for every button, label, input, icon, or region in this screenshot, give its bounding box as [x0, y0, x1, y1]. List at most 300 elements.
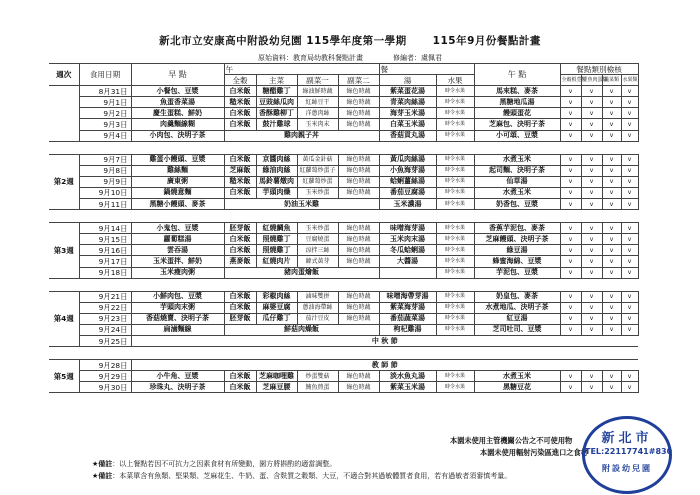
- fruit-cell: 時令水果: [436, 86, 474, 97]
- soup-cell: 白菜玉米湯: [379, 119, 436, 130]
- check-cell: v: [560, 324, 581, 335]
- meal-row: [49, 313, 638, 324]
- afternoon-snack-cell: 黑糖豆花: [474, 382, 560, 393]
- side-dish-2-cell: 綠色時蔬: [338, 382, 379, 393]
- check-cell: v: [621, 245, 638, 256]
- breakfast-cell: 珍珠丸、決明子茶: [131, 382, 224, 393]
- afternoon-snack-cell: 水煮玉米: [474, 187, 560, 198]
- lunch-merged-cell: 豬肉蛋燴飯: [224, 267, 379, 278]
- breakfast-cell: 小鬼包、豆漿: [131, 223, 224, 234]
- check-cell: v: [621, 267, 638, 278]
- week-label: 第5週: [49, 360, 79, 393]
- check-cell: v: [560, 187, 581, 198]
- meal-row: [49, 176, 638, 187]
- meal-row: [49, 108, 638, 119]
- side-dish-1-cell: 涼拌三絲: [297, 245, 338, 256]
- fruit-cell: 時令水果: [436, 234, 474, 245]
- check-cell: v: [581, 165, 602, 176]
- meal-row: [49, 382, 638, 393]
- soup-cell: 香菇貢丸湯: [379, 130, 436, 141]
- afternoon-snack-cell: 水煮玉米: [474, 371, 560, 382]
- check-cell: v: [560, 176, 581, 187]
- check-cell: v: [621, 165, 638, 176]
- grain-cell: 白米飯: [224, 245, 256, 256]
- check-cell: v: [621, 291, 638, 302]
- grain-cell: 芝麻飯: [224, 165, 256, 176]
- afternoon-snack-cell: 紅豆湯: [474, 313, 560, 324]
- soup-cell: 紫菜蛋花湯: [379, 86, 436, 97]
- grain-cell: 白米飯: [224, 371, 256, 382]
- grain-cell: 白米飯: [224, 86, 256, 97]
- holiday-cell: 中 秋 節: [131, 335, 638, 346]
- meal-row: [49, 223, 638, 234]
- breakfast-cell: 小鮮肉包、豆漿: [131, 291, 224, 302]
- fruit-cell: 時令水果: [436, 199, 474, 210]
- separator-cell: [49, 347, 638, 360]
- grain-cell: 白米飯: [224, 154, 256, 165]
- soup-cell: 味噌海芽湯: [379, 223, 436, 234]
- fruit-cell: 時令水果: [436, 97, 474, 108]
- check-cell: v: [602, 199, 621, 210]
- main-dish-cell: 京醬肉絲: [256, 154, 297, 165]
- fruit-cell: 時令水果: [436, 291, 474, 302]
- afternoon-snack-cell: 水煮玉米: [474, 154, 560, 165]
- date-cell: 9月8日: [79, 165, 131, 176]
- week-separator: [49, 347, 638, 360]
- meal-row: [49, 267, 638, 278]
- check-cell: v: [560, 223, 581, 234]
- check-cell: v: [621, 302, 638, 313]
- check-cell: v: [602, 176, 621, 187]
- check-cell: v: [621, 130, 638, 141]
- check-cell: v: [621, 371, 638, 382]
- soup-cell: 紫菜海芽湯: [379, 302, 436, 313]
- header-date: 食用日期: [79, 64, 131, 86]
- soup-cell: 番茄豆腐湯: [379, 187, 436, 198]
- lunch-merged-cell: 鮮菇肉燥飯: [224, 324, 379, 335]
- check-cell: v: [581, 154, 602, 165]
- soup-cell: 玉米濃湯: [379, 199, 436, 210]
- check-cell: v: [621, 97, 638, 108]
- check-cell: v: [560, 256, 581, 267]
- meal-row: [49, 256, 638, 267]
- breakfast-cell: 魚蛋香菜湯: [131, 97, 224, 108]
- check-cell: v: [581, 371, 602, 382]
- check-cell: v: [602, 130, 621, 141]
- grain-cell: 白米飯: [224, 382, 256, 393]
- fruit-cell: 時令水果: [436, 187, 474, 198]
- soup-cell: 冬瓜蛤蜊湯: [379, 245, 436, 256]
- page-subtitle: [0, 53, 700, 63]
- soup-cell: 淡水魚丸湯: [379, 371, 436, 382]
- side-dish-1-cell: 炒蛋雙菇: [297, 371, 338, 382]
- main-dish-cell: 照燒雞丁: [256, 234, 297, 245]
- side-dish-1-cell: 茄汁豆皮: [297, 313, 338, 324]
- meal-row: [49, 97, 638, 108]
- afternoon-snack-cell: 馬來糕、麥茶: [474, 86, 560, 97]
- note-1: [92, 459, 336, 469]
- stamp-line-2: TEL:22117741#830: [585, 447, 673, 456]
- soup-cell: 小魚海芽湯: [379, 165, 436, 176]
- fruit-cell: 時令水果: [436, 154, 474, 165]
- check-cell: v: [602, 97, 621, 108]
- check-cell: v: [621, 223, 638, 234]
- header-main: 主菜: [256, 75, 297, 86]
- fruit-cell: 時令水果: [436, 130, 474, 141]
- side-dish-2-cell: 綠色時蔬: [338, 234, 379, 245]
- breakfast-cell: 小牛角、豆漿: [131, 371, 224, 382]
- date-cell: 9月10日: [79, 187, 131, 198]
- meal-row: [49, 360, 638, 371]
- check-cell: v: [581, 256, 602, 267]
- check-cell: v: [602, 382, 621, 393]
- fruit-cell: 時令水果: [436, 324, 474, 335]
- check-cell: v: [560, 97, 581, 108]
- breakfast-cell: 雞蛋小饅頭、豆漿: [131, 154, 224, 165]
- source-text: 原始資料：教育局幼教科餐點計畫: [258, 54, 363, 62]
- check-cell: v: [560, 119, 581, 130]
- note-1-mark: ★備註: [92, 460, 113, 468]
- date-cell: 9月17日: [79, 256, 131, 267]
- note-2-text: ：本菜單含有魚類、堅果類、芝麻花生、牛奶、蛋、含麩質之穀類、大豆，不適合對其過敏體質者食用，若有過敏者須審慎考量。: [112, 472, 512, 480]
- separator-cell: [49, 141, 638, 154]
- breakfast-cell: 小餐包、豆漿: [131, 86, 224, 97]
- meal-row: [49, 187, 638, 198]
- date-cell: 8月31日: [79, 86, 131, 97]
- header-check-veg: 蔬菜類: [602, 75, 621, 86]
- note-1-text: ：以上餐點若因不可抗力之因素食材有所變動，園方將斟酌的適當調整。: [112, 460, 337, 468]
- breakfast-cell: 蘿蔔糕湯: [131, 234, 224, 245]
- meal-row: [49, 154, 638, 165]
- fruit-cell: 時令水果: [436, 302, 474, 313]
- grain-cell: 胚芽飯: [224, 223, 256, 234]
- header-afternoon: 午 點: [474, 64, 560, 86]
- check-cell: v: [602, 371, 621, 382]
- header-lunch-b: 餐: [379, 64, 474, 75]
- afternoon-snack-cell: 香蕉芋泥包、麥茶: [474, 223, 560, 234]
- soup-cell: 枸杞雞湯: [379, 324, 436, 335]
- header-row-1: [49, 64, 638, 75]
- breakfast-cell: 廣東粥: [131, 176, 224, 187]
- separator-cell: [49, 278, 638, 291]
- check-cell: v: [581, 187, 602, 198]
- breakfast-cell: 黑糖小饅頭、麥茶: [131, 199, 224, 210]
- side-dish-1-cell: 玉米肉末: [297, 119, 338, 130]
- header-fruit: 水果: [436, 75, 474, 86]
- main-dish-cell: 紅燒肉片: [256, 256, 297, 267]
- check-cell: v: [560, 313, 581, 324]
- date-cell: 9月11日: [79, 199, 131, 210]
- check-cell: v: [581, 313, 602, 324]
- side-dish-1-cell: 黃瓜金針菇: [297, 154, 338, 165]
- side-dish-1-cell: 豆腐燒蛋: [297, 234, 338, 245]
- header-soup: 湯: [379, 75, 436, 86]
- check-cell: v: [560, 234, 581, 245]
- check-cell: v: [602, 165, 621, 176]
- check-cell: v: [581, 267, 602, 278]
- date-cell: 9月25日: [79, 335, 131, 346]
- right-note-2: 本園未使用輻射污染區進口之食材: [480, 448, 588, 457]
- meal-row: [49, 130, 638, 141]
- afternoon-snack-cell: 起司麵、決明子茶: [474, 165, 560, 176]
- check-cell: v: [602, 313, 621, 324]
- side-dish-2-cell: 綠色時蔬: [338, 86, 379, 97]
- check-cell: v: [581, 245, 602, 256]
- week-label: 第2週: [49, 154, 79, 209]
- week-separator: [49, 278, 638, 291]
- check-cell: v: [560, 108, 581, 119]
- main-dish-cell: 綠油肉絲: [256, 165, 297, 176]
- check-cell: v: [560, 199, 581, 210]
- check-cell: v: [581, 234, 602, 245]
- check-cell: v: [602, 119, 621, 130]
- editor-text: 修編者：虞佩君: [393, 54, 442, 62]
- check-cell: v: [581, 130, 602, 141]
- date-cell: 9月2日: [79, 108, 131, 119]
- fruit-cell: 時令水果: [436, 176, 474, 187]
- grain-cell: 糙米飯: [224, 176, 256, 187]
- check-cell: v: [581, 176, 602, 187]
- check-cell: v: [560, 291, 581, 302]
- breakfast-cell: 香菇燒賣、決明子茶: [131, 313, 224, 324]
- breakfast-cell: 玉米蛋拌、鮮奶: [131, 256, 224, 267]
- check-cell: v: [581, 382, 602, 393]
- main-dish-cell: 麻婆豆腐: [256, 302, 297, 313]
- check-cell: v: [621, 313, 638, 324]
- soup-cell: [379, 267, 436, 278]
- fruit-cell: 時令水果: [436, 256, 474, 267]
- main-dish-cell: 鼓汁雞球: [256, 119, 297, 130]
- check-cell: v: [621, 382, 638, 393]
- header-week: 週次: [49, 64, 79, 86]
- meal-row: [49, 291, 638, 302]
- breakfast-cell: 慶生蛋糕、鮮奶: [131, 108, 224, 119]
- fruit-cell: 時令水果: [436, 267, 474, 278]
- main-dish-cell: 彩椒肉絲: [256, 291, 297, 302]
- side-dish-1-cell: 玉米炒蛋: [297, 187, 338, 198]
- meal-row: [49, 234, 638, 245]
- side-dish-2-cell: 綠色時蔬: [338, 119, 379, 130]
- check-cell: v: [581, 291, 602, 302]
- soup-cell: 大醬湯: [379, 256, 436, 267]
- header-side2: 副菜二: [338, 75, 379, 86]
- official-stamp: [582, 416, 672, 494]
- soup-cell: 黃瓜肉絲湯: [379, 154, 436, 165]
- fruit-cell: 時令水果: [436, 119, 474, 130]
- grain-cell: 白米飯: [224, 187, 256, 198]
- date-cell: 9月7日: [79, 154, 131, 165]
- main-dish-cell: 馬鈴薯燉肉: [256, 176, 297, 187]
- holiday-cell: 教 師 節: [131, 360, 638, 371]
- breakfast-cell: 小肉包、決明子茶: [131, 130, 224, 141]
- check-cell: v: [581, 302, 602, 313]
- stamp-line-1: 新北市: [601, 431, 653, 446]
- month-title: 115年9月份餐點計畫: [432, 35, 541, 47]
- check-cell: v: [621, 108, 638, 119]
- main-dish-cell: 紅燒鯛魚: [256, 223, 297, 234]
- main-dish-cell: 香酥雞柳丁: [256, 108, 297, 119]
- soup-cell: 青菜肉絲湯: [379, 97, 436, 108]
- date-cell: 9月16日: [79, 245, 131, 256]
- date-cell: 9月29日: [79, 371, 131, 382]
- main-dish-cell: 照燒雞丁: [256, 245, 297, 256]
- grain-cell: 白米飯: [224, 302, 256, 313]
- main-dish-cell: 芋頭肉燥: [256, 187, 297, 198]
- date-cell: 9月28日: [79, 360, 131, 371]
- check-cell: v: [602, 187, 621, 198]
- check-cell: v: [602, 256, 621, 267]
- side-dish-2-cell: 綠色時蔬: [338, 313, 379, 324]
- date-cell: 9月30日: [79, 382, 131, 393]
- check-cell: v: [621, 199, 638, 210]
- side-dish-1-cell: 鮪魚煎蛋: [297, 382, 338, 393]
- header-check-grain: 全穀根莖類: [560, 75, 581, 86]
- fruit-cell: 時令水果: [436, 108, 474, 119]
- school-title: 新北市立安康高中附設幼兒園 115學年度第一學期: [159, 35, 407, 47]
- grain-cell: 白米飯: [224, 108, 256, 119]
- grain-cell: 白米飯: [224, 234, 256, 245]
- afternoon-snack-cell: 芝麻饅頭、決明子茶: [474, 234, 560, 245]
- meal-plan-body: [49, 64, 638, 393]
- right-note-1: 本園未使用主管機關公告之不可使用物: [450, 436, 573, 445]
- date-cell: 9月9日: [79, 176, 131, 187]
- date-cell: 9月15日: [79, 234, 131, 245]
- check-cell: v: [621, 256, 638, 267]
- check-cell: v: [581, 324, 602, 335]
- check-cell: v: [560, 382, 581, 393]
- fruit-cell: 時令水果: [436, 382, 474, 393]
- check-cell: v: [560, 130, 581, 141]
- check-cell: v: [602, 86, 621, 97]
- check-cell: v: [621, 154, 638, 165]
- side-dish-2-cell: 綠色時蔬: [338, 245, 379, 256]
- soup-cell: 味噌海帶芽湯: [379, 291, 436, 302]
- soup-cell: 番茄蔬菜湯: [379, 313, 436, 324]
- side-dish-2-cell: 綠色時蔬: [338, 291, 379, 302]
- side-dish-1-cell: 韓式黃芽: [297, 256, 338, 267]
- check-cell: v: [602, 324, 621, 335]
- soup-cell: 紫菜玉米湯: [379, 382, 436, 393]
- side-dish-2-cell: 綠色時蔬: [338, 97, 379, 108]
- check-cell: v: [602, 108, 621, 119]
- afternoon-snack-cell: 水煮地瓜、決明子茶: [474, 302, 560, 313]
- check-cell: v: [602, 291, 621, 302]
- check-cell: v: [602, 245, 621, 256]
- main-dish-cell: 芝麻咖哩雞: [256, 371, 297, 382]
- check-cell: v: [621, 234, 638, 245]
- check-cell: v: [621, 119, 638, 130]
- side-dish-1-cell: 紅蘿蔔炒蛋: [297, 176, 338, 187]
- side-dish-2-cell: 綠色時蔬: [338, 176, 379, 187]
- afternoon-snack-cell: 仙草湯: [474, 176, 560, 187]
- breakfast-cell: 肉羹麵線糊: [131, 119, 224, 130]
- side-dish-2-cell: 綠色時蔬: [338, 165, 379, 176]
- check-cell: v: [581, 86, 602, 97]
- date-cell: 9月1日: [79, 97, 131, 108]
- side-dish-2-cell: 綠色時蔬: [338, 108, 379, 119]
- breakfast-cell: 雞絲麵: [131, 165, 224, 176]
- lunch-merged-cell: 雞肉親子丼: [224, 130, 379, 141]
- grain-cell: 糙米飯: [224, 97, 256, 108]
- check-cell: v: [560, 302, 581, 313]
- grain-cell: 胚芽飯: [224, 313, 256, 324]
- page-title: [0, 33, 700, 48]
- side-dish-2-cell: 綠色時蔬: [338, 371, 379, 382]
- soup-cell: 海芽玉米湯: [379, 108, 436, 119]
- note-2-mark: ★備註: [92, 472, 113, 480]
- check-cell: v: [581, 119, 602, 130]
- breakfast-cell: 玉米瘦肉粥: [131, 267, 224, 278]
- afternoon-snack-cell: 小可頌、豆漿: [474, 130, 560, 141]
- meal-row: [49, 165, 638, 176]
- stamp-line-3: 附設幼兒園: [602, 464, 652, 473]
- fruit-cell: 時令水果: [436, 371, 474, 382]
- side-dish-1-cell: 紅絲豆干: [297, 97, 338, 108]
- meal-plan-table: [49, 63, 639, 393]
- header-check-fruit: 水果類: [621, 75, 638, 86]
- side-dish-1-cell: 洋蔥肉絲: [297, 108, 338, 119]
- date-cell: 9月24日: [79, 324, 131, 335]
- main-dish-cell: 豆豉絲瓜肉: [256, 97, 297, 108]
- meal-row: [49, 371, 638, 382]
- note-2: [92, 471, 511, 481]
- date-cell: 9月3日: [79, 119, 131, 130]
- header-check-protein: 豆魚肉蛋類: [581, 75, 602, 86]
- side-dish-1-cell: 玉米炒蛋: [297, 223, 338, 234]
- check-cell: v: [581, 199, 602, 210]
- date-cell: 9月14日: [79, 223, 131, 234]
- meal-row: [49, 119, 638, 130]
- week-separator: [49, 210, 638, 223]
- header-lunch-a: 午: [224, 64, 379, 75]
- header-side1: 副菜一: [297, 75, 338, 86]
- meal-row: [49, 245, 638, 256]
- check-cell: v: [581, 108, 602, 119]
- check-cell: v: [602, 223, 621, 234]
- afternoon-snack-cell: 綠豆湯: [474, 245, 560, 256]
- afternoon-snack-cell: 奶皇包、麥茶: [474, 291, 560, 302]
- main-dish-cell: 芝麻豆腰: [256, 382, 297, 393]
- side-dish-1-cell: 滷味雙拼: [297, 291, 338, 302]
- week-label: 第4週: [49, 291, 79, 346]
- grain-cell: 白米飯: [224, 119, 256, 130]
- week-label: [49, 86, 79, 141]
- soup-cell: 玉米肉末湯: [379, 234, 436, 245]
- check-cell: v: [602, 302, 621, 313]
- check-cell: v: [602, 234, 621, 245]
- date-cell: 9月4日: [79, 130, 131, 141]
- separator-cell: [49, 210, 638, 223]
- meal-row: [49, 302, 638, 313]
- meal-row: [49, 199, 638, 210]
- afternoon-snack-cell: 芝司吐司、豆漿: [474, 324, 560, 335]
- check-cell: v: [602, 267, 621, 278]
- afternoon-snack-cell: 黑糖地瓜湯: [474, 97, 560, 108]
- check-cell: v: [560, 154, 581, 165]
- side-dish-1-cell: 紅蘿蔔炒蛋子: [297, 165, 338, 176]
- lunch-merged-cell: 奶油玉米雞: [224, 199, 379, 210]
- date-cell: 9月18日: [79, 267, 131, 278]
- week-label: 第3週: [49, 223, 79, 278]
- check-cell: v: [560, 245, 581, 256]
- side-dish-1-cell: 蔥油海帶絲: [297, 302, 338, 313]
- breakfast-cell: 鍋燒意麵: [131, 187, 224, 198]
- afternoon-snack-cell: 奶香包、豆漿: [474, 199, 560, 210]
- check-cell: v: [602, 154, 621, 165]
- main-dish-cell: 瓜仔雞丁: [256, 313, 297, 324]
- breakfast-cell: 芋頭肉末粥: [131, 302, 224, 313]
- check-cell: v: [621, 176, 638, 187]
